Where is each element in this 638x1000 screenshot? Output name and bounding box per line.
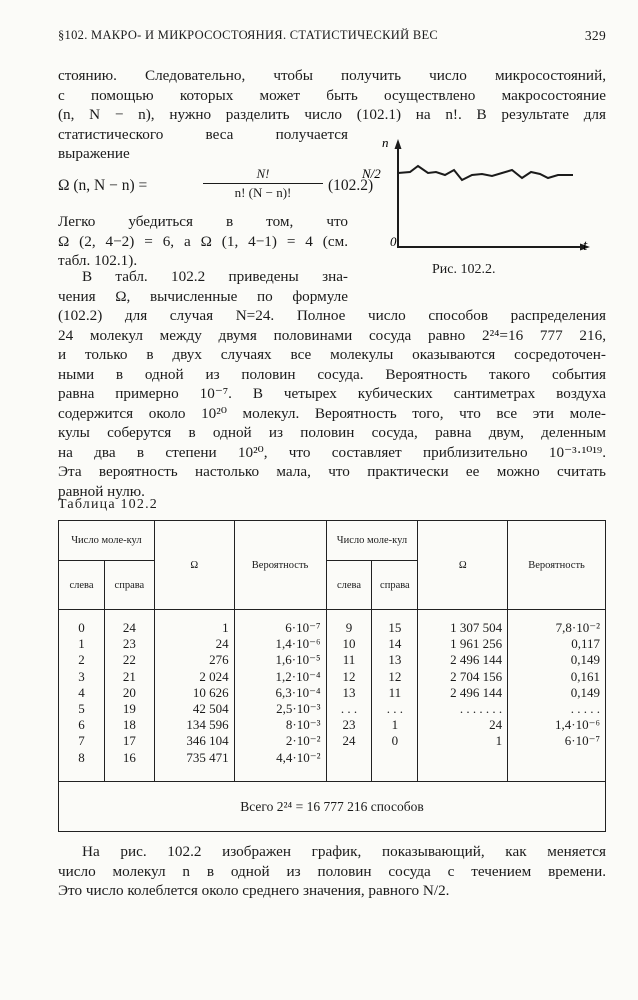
text-line: и только в двух случаях все молекулы оказываются сосредоточен- bbox=[58, 346, 606, 363]
table-102-2 bbox=[58, 520, 606, 832]
table-cell-value: 2 496 144 bbox=[450, 652, 503, 668]
table-cell-value: 12 bbox=[342, 668, 356, 684]
table-total: Всего 2²⁴ = 16 777 216 способов bbox=[59, 782, 606, 832]
figure-caption: Рис. 102.2. bbox=[432, 262, 496, 277]
table-cell-value: 1 961 256 bbox=[450, 636, 503, 652]
table-cell-value: 42 504 bbox=[192, 701, 229, 717]
table-cell-value: 10 626 bbox=[192, 684, 229, 700]
table-cell-value: 1 bbox=[391, 717, 399, 733]
text-line: Ω (2, 4−2) = 6, a Ω (1, 4−1) = 4 (см. bbox=[58, 232, 348, 250]
table-cell-value: 2 024 bbox=[199, 668, 229, 684]
table-cell-value: 16 bbox=[122, 749, 136, 765]
col-prob-a bbox=[234, 610, 326, 782]
header-omega-label: Ω bbox=[458, 559, 467, 571]
text-line: Эта вероятность настолько мала, что практически ее можно считать bbox=[58, 463, 606, 480]
table-body-row bbox=[59, 610, 606, 782]
table-cell-value: 735 471 bbox=[186, 749, 229, 765]
text-line: с помощью которых может быть осуществлено макросостояние bbox=[58, 86, 606, 104]
table-cell-value: 7,8·10⁻² bbox=[555, 620, 600, 635]
table-cell-value: 15 bbox=[388, 620, 402, 635]
table-cell-value: 1,6·10⁻⁵ bbox=[275, 652, 321, 668]
table-cell-value: 0,149 bbox=[570, 684, 600, 700]
text-line: равна примерно 10⁻⁷. В четырех кубических сантиметрах воздуха bbox=[58, 385, 606, 402]
paragraph-4 bbox=[58, 842, 606, 901]
table-cell-value: 18 bbox=[122, 717, 136, 733]
text-line: число молекул n в одной из половин сосуда с течением времени. bbox=[58, 862, 606, 880]
header-prob-cell bbox=[234, 521, 326, 610]
table-cell-value: 276 bbox=[209, 652, 229, 668]
table-cell-value: 4,4·10⁻² bbox=[276, 749, 321, 765]
text-line: кулы соберутся в одной из половин сосуда, равна двум, деленным bbox=[58, 424, 606, 441]
text-line: содержится около 10²⁰ молекул. Вероятность того, что все эти моле- bbox=[58, 404, 606, 422]
header-prob-label: Вероятность bbox=[251, 559, 309, 571]
table-cell-value: 20 bbox=[122, 684, 136, 700]
header-group-cell bbox=[59, 521, 155, 561]
table-cell-value: 23 bbox=[122, 636, 136, 652]
formula-number: (102.2) bbox=[328, 177, 374, 194]
table-cell-value: 24 bbox=[122, 620, 136, 635]
table-cell-value: 12 bbox=[388, 668, 402, 684]
table-cell-value: 0,161 bbox=[570, 668, 600, 684]
text-line: Это число колеблется около среднего значения, равного N/2. bbox=[58, 882, 450, 899]
text-line: 24 молекул между двумя половинами сосуда равно 2²⁴=16 777 216, bbox=[58, 326, 606, 344]
col-right-a bbox=[104, 610, 154, 782]
table-cell-value: 21 bbox=[122, 668, 136, 684]
table-cell-value: 9 bbox=[345, 620, 353, 635]
table-header-row bbox=[59, 521, 606, 561]
table-cell-value: 8·10⁻³ bbox=[285, 717, 321, 733]
table-cell-value: 6·10⁻⁷ bbox=[564, 733, 600, 749]
y-axis-arrow bbox=[395, 139, 402, 149]
header-omega-cell bbox=[418, 521, 508, 610]
header-omega-cell bbox=[154, 521, 234, 610]
page-number: 329 bbox=[584, 28, 606, 43]
header-prob-label: Вероятность bbox=[528, 559, 585, 571]
fluctuation-curve bbox=[398, 166, 573, 180]
table-cell-value: . . . bbox=[386, 701, 404, 717]
table-cell-value: 3 bbox=[78, 668, 85, 684]
table-cell-value: 2 704 156 bbox=[450, 668, 503, 684]
text-line: На рис. 102.2 изображен график, показывающий, как меняется bbox=[82, 843, 606, 860]
table-cell-value: 22 bbox=[122, 652, 136, 668]
table-cell-value: 0 bbox=[78, 620, 85, 635]
table-cell-value: 11 bbox=[342, 652, 356, 668]
y-axis-label: n bbox=[382, 135, 389, 150]
header-group-label: Число моле-кул bbox=[71, 535, 142, 546]
table-cell-value: . . . . . bbox=[570, 701, 600, 717]
table-cell-value: 24 bbox=[215, 636, 229, 652]
table-cell-value: 23 bbox=[342, 717, 356, 733]
table-cell-value: 346 104 bbox=[186, 733, 229, 749]
y-tick-label: N/2 bbox=[362, 166, 381, 181]
text-line: стоянию. Следовательно, чтобы получить число микросостояний, bbox=[58, 67, 606, 84]
running-header bbox=[58, 28, 606, 46]
table-cell-value: 24 bbox=[489, 717, 503, 733]
x-axis-label: t bbox=[583, 238, 588, 254]
table-cell-value: 19 bbox=[122, 701, 136, 717]
col-left-a bbox=[59, 610, 105, 782]
col-omega-a bbox=[154, 610, 234, 782]
table-cell-value: 13 bbox=[342, 684, 356, 700]
table-caption: Таблица 102.2 bbox=[58, 497, 158, 512]
table-cell-value: 8 bbox=[78, 749, 85, 765]
text-line: статистического веса получается bbox=[58, 125, 348, 143]
table-cell-value: 6 bbox=[78, 717, 85, 733]
formula-lhs: Ω (n, N − n) = bbox=[58, 177, 148, 194]
table-cell-value: 17 bbox=[122, 733, 136, 749]
table-cell-value: 2,5·10⁻³ bbox=[276, 701, 321, 717]
col-prob-b bbox=[508, 610, 606, 782]
table-cell-value: 0,117 bbox=[571, 636, 600, 652]
table-cell-value: . . . bbox=[340, 701, 358, 717]
header-group-cell bbox=[326, 521, 418, 561]
header-group-label: Число моле-кул bbox=[336, 535, 408, 546]
table-cell-value: 24 bbox=[342, 733, 356, 749]
table-cell-value: 4 bbox=[78, 684, 85, 700]
table-cell-value: 1,4·10⁻⁶ bbox=[275, 636, 321, 652]
header-prob-cell bbox=[508, 521, 606, 610]
header-left-label: слева bbox=[326, 561, 372, 610]
origin-label: 0 bbox=[390, 234, 397, 249]
col-right-b bbox=[372, 610, 418, 782]
text-line: выражение bbox=[58, 145, 130, 162]
table-cell-value: 7 bbox=[78, 733, 85, 749]
header-title: §102. МАКРО- И МИКРОСОСТОЯНИЯ. СТАТИСТИЧЕСКИЙ ВЕС bbox=[58, 28, 439, 42]
text-line: ными в одной из половин сосуда. Вероятность такого события bbox=[58, 365, 606, 383]
col-left-b bbox=[326, 610, 372, 782]
text-line: табл. 102.1). bbox=[58, 252, 138, 269]
table-cell-value: 11 bbox=[388, 684, 402, 700]
formula-numerator: N! bbox=[203, 166, 323, 184]
table-cell-value: 2 bbox=[78, 652, 85, 668]
text-line: равной нулю. bbox=[58, 482, 145, 500]
text-line: В табл. 102.2 приведены зна- bbox=[82, 268, 348, 285]
text-line: чения Ω, вычисленные по формуле bbox=[58, 287, 348, 305]
text-line: на два в степени 10²⁰, что составляет приблизительно 10⁻³·¹⁰¹⁹. bbox=[58, 443, 606, 461]
paragraph-1 bbox=[58, 66, 606, 125]
table-cell-value: 1 bbox=[222, 620, 229, 635]
table-cell-value: 1 bbox=[78, 636, 85, 652]
header-omega-label: Ω bbox=[190, 559, 199, 571]
paragraph-3 bbox=[58, 306, 606, 501]
table-cell-value: 1 bbox=[495, 733, 503, 749]
table-cell-value: 1,2·10⁻⁴ bbox=[275, 668, 321, 684]
table-cell-value: 134 596 bbox=[186, 717, 229, 733]
table-cell-value: 2 496 144 bbox=[450, 684, 503, 700]
paragraph-3-start bbox=[58, 267, 348, 306]
table-cell-value: 6,3·10⁻⁴ bbox=[275, 684, 321, 700]
paragraph-2 bbox=[58, 212, 348, 271]
text-line: Легко убедиться в том, что bbox=[58, 213, 348, 230]
paragraph-1-tail bbox=[58, 125, 348, 164]
table-cell-value: 6·10⁻⁷ bbox=[285, 620, 321, 635]
header-right-label: справа bbox=[104, 561, 154, 610]
formula-denominator: n! (N − n)! bbox=[234, 185, 292, 200]
table-cell-value: 1,4·10⁻⁶ bbox=[555, 717, 600, 733]
text-line: (102.2) для случая N=24. Полное число способов распределения bbox=[58, 307, 606, 324]
table-cell-value: 13 bbox=[388, 652, 402, 668]
table-cell-value: 5 bbox=[78, 701, 85, 717]
text-line: (n, N − n), нужно разделить число (102.1) на n!. В результате для bbox=[58, 106, 606, 123]
table-total-row bbox=[59, 782, 606, 832]
table-cell-value: 1 307 504 bbox=[450, 620, 503, 635]
formula-fraction bbox=[203, 166, 323, 201]
table-cell-value: 14 bbox=[388, 636, 402, 652]
table-cell-value: 0,149 bbox=[570, 652, 600, 668]
table-cell-value: 10 bbox=[342, 636, 356, 652]
header-right-label: справа bbox=[372, 561, 418, 610]
header-left-label: слева bbox=[59, 561, 105, 610]
col-omega-b bbox=[418, 610, 508, 782]
table-cell-value: 2·10⁻² bbox=[285, 733, 321, 749]
table-cell-value: 0 bbox=[391, 733, 399, 749]
table-cell-value: . . . . . . . bbox=[459, 701, 503, 717]
